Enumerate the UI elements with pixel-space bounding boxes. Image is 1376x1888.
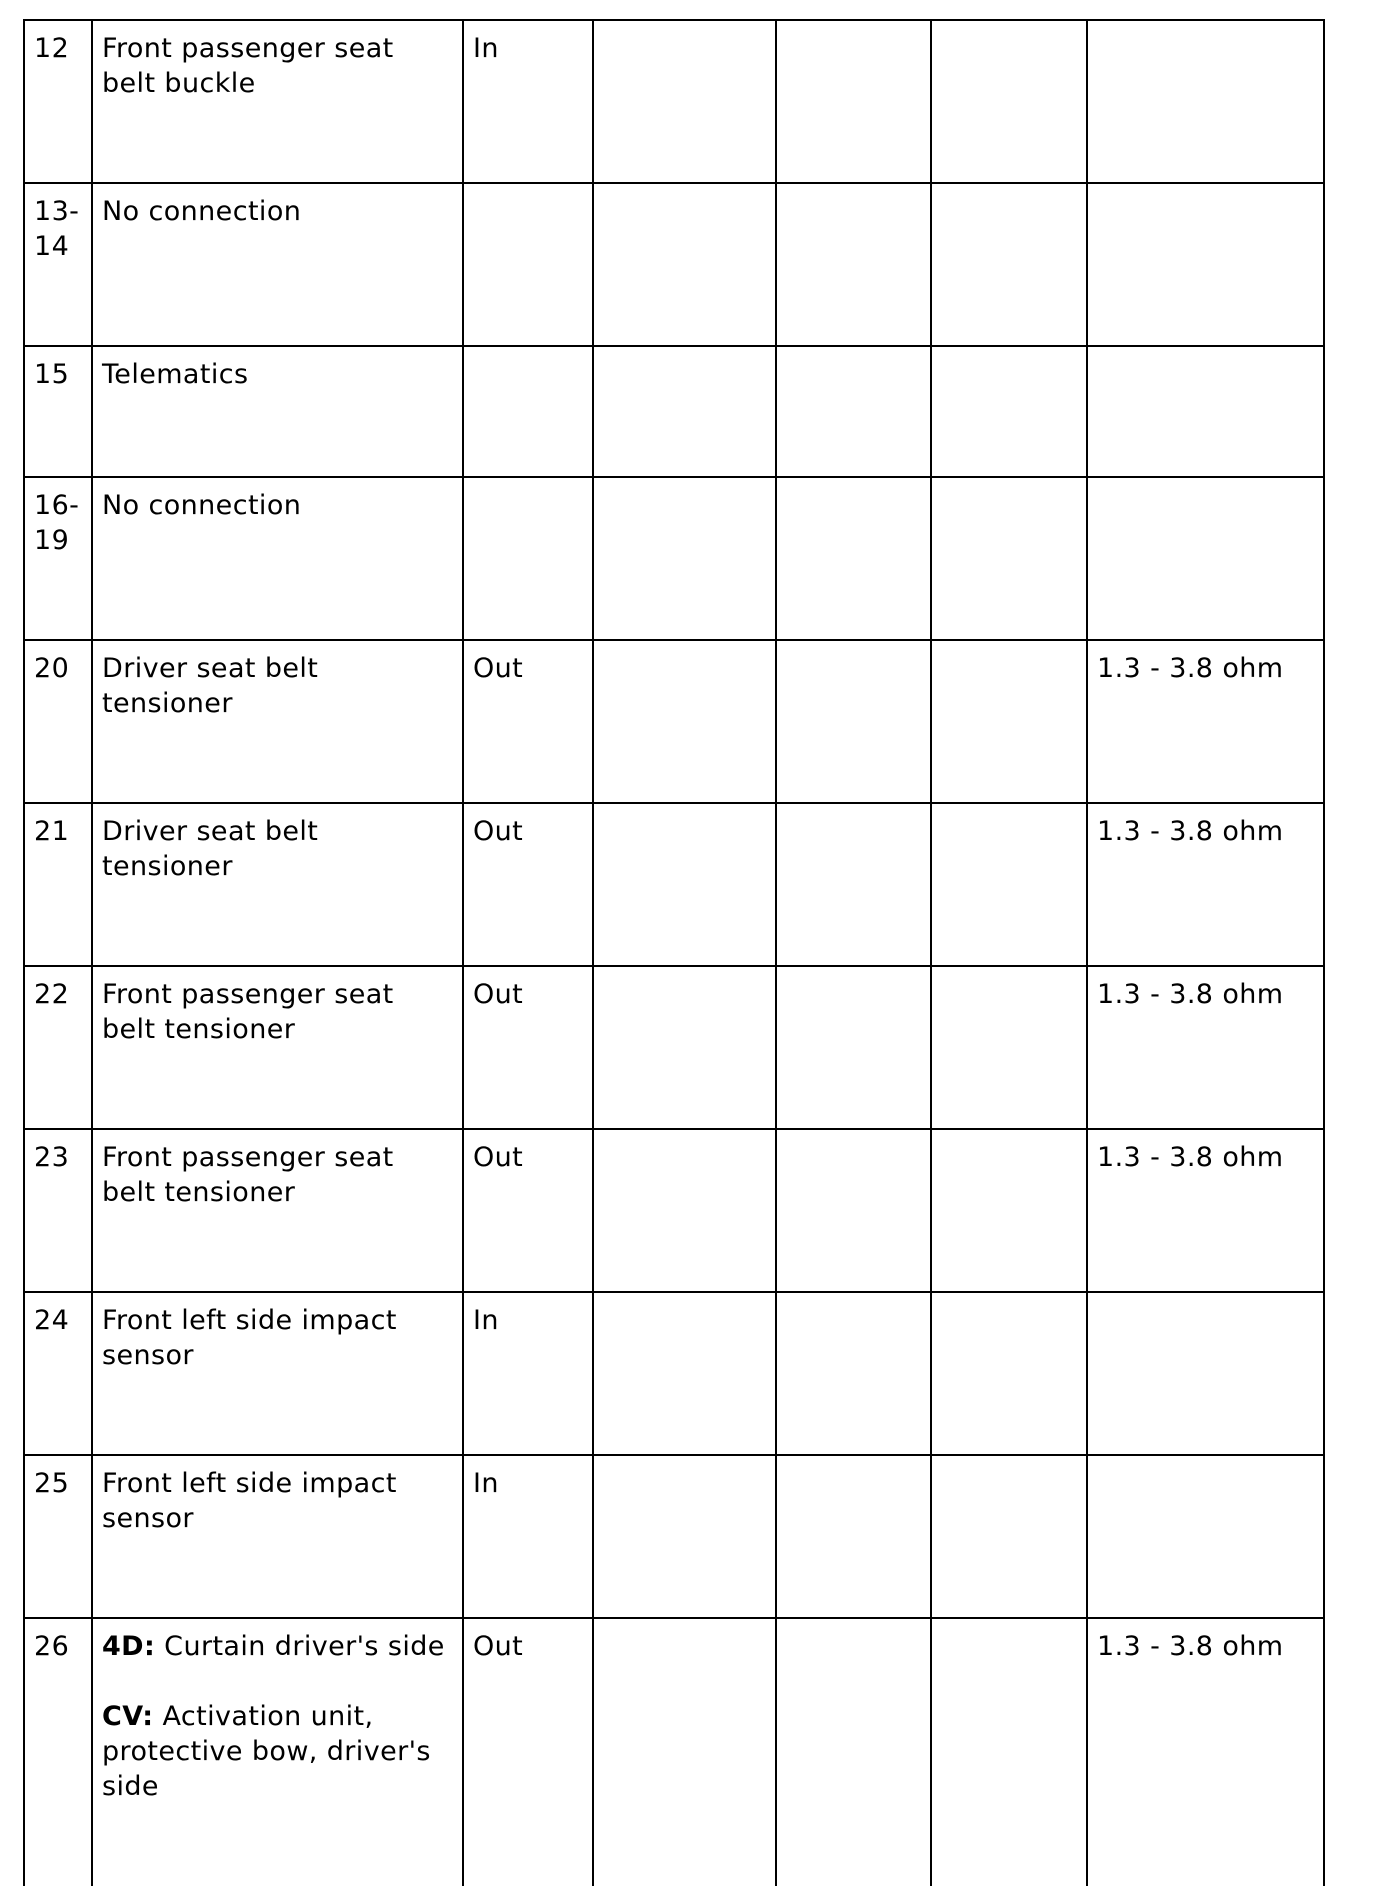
empty-cell [776, 20, 931, 183]
description-cell [92, 1618, 463, 1886]
empty-cell [776, 1129, 931, 1292]
direction-cell [463, 346, 593, 477]
table-row [24, 1292, 1324, 1455]
value-cell: 1.3 - 3.8 ohm [1087, 1129, 1324, 1292]
value-cell: 1.3 - 3.8 ohm [1087, 966, 1324, 1129]
empty-cell [776, 183, 931, 346]
empty-cell [593, 640, 776, 803]
description-cell [92, 346, 463, 477]
pin-cell: 23 [24, 1129, 92, 1292]
empty-cell [931, 1292, 1087, 1455]
empty-cell [593, 966, 776, 1129]
direction-cell: Out [463, 640, 593, 803]
empty-cell [776, 1618, 931, 1886]
direction-cell: In [463, 1455, 593, 1618]
empty-cell [931, 640, 1087, 803]
value-cell [1087, 1455, 1324, 1618]
table-row [24, 477, 1324, 640]
empty-cell [931, 20, 1087, 183]
empty-cell [931, 183, 1087, 346]
value-cell: 1.3 - 3.8 ohm [1087, 1618, 1324, 1886]
table-row [24, 346, 1324, 477]
empty-cell [776, 1455, 931, 1618]
direction-cell: In [463, 1292, 593, 1455]
description-text: Driver seat belt tensioner [102, 653, 319, 719]
pin-cell: 12 [24, 20, 92, 183]
pin-cell: 20 [24, 640, 92, 803]
table-row [24, 20, 1324, 183]
table-row [24, 183, 1324, 346]
description-line [102, 1303, 453, 1373]
table-row [24, 803, 1324, 966]
description-cell [92, 20, 463, 183]
empty-cell [931, 1618, 1087, 1886]
empty-cell [593, 183, 776, 346]
empty-cell [776, 1292, 931, 1455]
description-cell [92, 1455, 463, 1618]
pin-cell: 26 [24, 1618, 92, 1886]
description-cell [92, 966, 463, 1129]
pin-cell: 25 [24, 1455, 92, 1618]
empty-cell [776, 477, 931, 640]
value-cell: 1.3 - 3.8 ohm [1087, 803, 1324, 966]
direction-cell: Out [463, 966, 593, 1129]
table-row [24, 1618, 1324, 1886]
description-cell [92, 1129, 463, 1292]
table-row [24, 1129, 1324, 1292]
pin-cell: 15 [24, 346, 92, 477]
table-body [24, 20, 1324, 1886]
value-cell [1087, 346, 1324, 477]
description-text: Curtain driver's side [155, 1631, 445, 1662]
empty-cell [593, 477, 776, 640]
value-cell [1087, 20, 1324, 183]
value-cell [1087, 1292, 1324, 1455]
direction-cell: In [463, 20, 593, 183]
description-cell [92, 640, 463, 803]
empty-cell [593, 1618, 776, 1886]
description-line [102, 1699, 453, 1804]
description-text: Front left side impact sensor [102, 1305, 397, 1371]
direction-cell: Out [463, 803, 593, 966]
direction-cell [463, 477, 593, 640]
variant-prefix: 4D: [102, 1631, 156, 1662]
pin-cell: 24 [24, 1292, 92, 1455]
empty-cell [931, 346, 1087, 477]
empty-cell [931, 966, 1087, 1129]
description-text: Telematics [102, 359, 249, 390]
empty-cell [593, 1292, 776, 1455]
empty-cell [593, 1455, 776, 1618]
pin-table [23, 19, 1325, 1886]
value-cell [1087, 183, 1324, 346]
table-row [24, 966, 1324, 1129]
description-cell [92, 183, 463, 346]
direction-cell [463, 183, 593, 346]
pin-cell: 22 [24, 966, 92, 1129]
pin-cell: 21 [24, 803, 92, 966]
description-text: Front left side impact sensor [102, 1468, 397, 1534]
description-cell [92, 1292, 463, 1455]
description-text: No connection [102, 490, 302, 521]
empty-cell [931, 803, 1087, 966]
pin-cell: 16-19 [24, 477, 92, 640]
value-cell [1087, 477, 1324, 640]
empty-cell [593, 803, 776, 966]
description-line [102, 488, 453, 523]
table-row [24, 640, 1324, 803]
description-line [102, 357, 453, 392]
description-text: Front passenger seat belt tensioner [102, 1142, 394, 1208]
description-cell [92, 803, 463, 966]
description-line [102, 1140, 453, 1210]
table-row [24, 1455, 1324, 1618]
empty-cell [776, 966, 931, 1129]
direction-cell: Out [463, 1618, 593, 1886]
description-text: No connection [102, 196, 302, 227]
empty-cell [593, 20, 776, 183]
description-line [102, 977, 453, 1047]
description-line [102, 1629, 453, 1664]
pin-cell: 13-14 [24, 183, 92, 346]
description-text: Driver seat belt tensioner [102, 816, 319, 882]
empty-cell [931, 1129, 1087, 1292]
description-line [102, 814, 453, 884]
description-line [102, 651, 453, 721]
description-text: Front passenger seat belt buckle [102, 33, 394, 99]
description-line [102, 194, 453, 229]
empty-cell [593, 1129, 776, 1292]
empty-cell [931, 1455, 1087, 1618]
direction-cell: Out [463, 1129, 593, 1292]
description-line [102, 31, 453, 101]
description-cell [92, 477, 463, 640]
variant-prefix: CV: [102, 1701, 154, 1732]
empty-cell [593, 346, 776, 477]
empty-cell [776, 640, 931, 803]
description-text: Activation unit, protective bow, driver's side [102, 1701, 431, 1802]
empty-cell [776, 803, 931, 966]
value-cell: 1.3 - 3.8 ohm [1087, 640, 1324, 803]
description-text: Front passenger seat belt tensioner [102, 979, 394, 1045]
empty-cell [776, 346, 931, 477]
empty-cell [931, 477, 1087, 640]
description-line [102, 1466, 453, 1536]
